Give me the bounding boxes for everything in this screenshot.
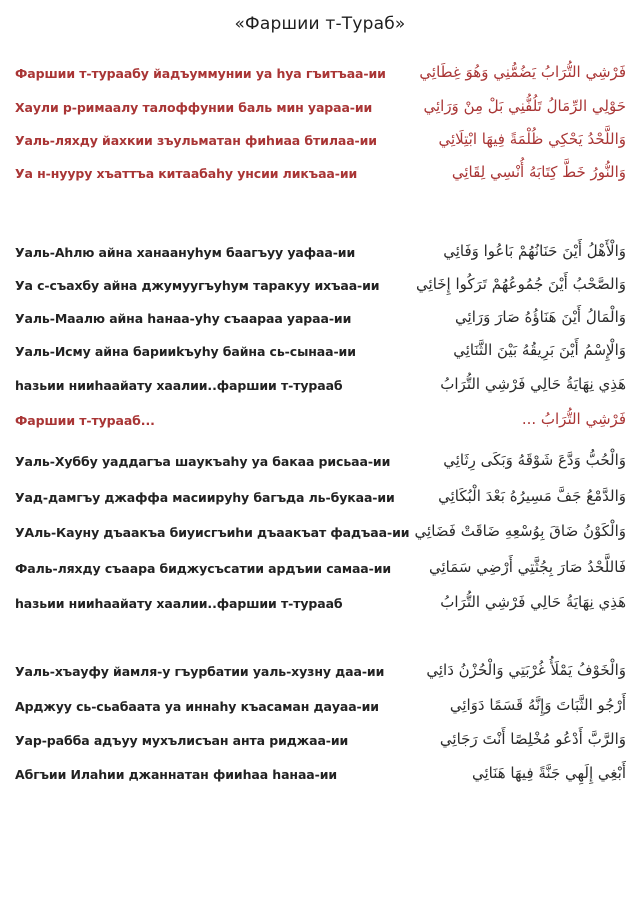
transliteration: Уад-дамгъу джаффа масииpуhу багъда ль-букаа-ии (15, 490, 395, 505)
verse-line (0, 559, 640, 585)
arabic-text: أَبْغِي إِلَهِي جَنَّةً فِيهَا هَنَائِي (471, 764, 626, 782)
arabic-text: وَالْمَالُ أَيْنَ هَنَاؤُهُ صَارَ وَرَائِي (455, 308, 626, 326)
transliteration: УАль-Кауну дъаакъа биуисгъиhи дъаакъат фадъаа-ии (15, 525, 410, 540)
transliteration: Уаль-Аhлю айна ханаануhум баагъуу уафаа-ии (15, 245, 356, 260)
verse-line (0, 342, 640, 368)
transliteration: Фаршии т-тураабу йадъуммунии уа hуа гъитъаа-ии (15, 66, 386, 81)
transliteration: Уаль-Маалю айна hанаа-уhу съаараа уараа-ии (15, 311, 352, 326)
arabic-text: وَالْإِسْمُ أَيْنَ بَرِيقُهُ بَيْنَ الثَّنَائِي (453, 341, 626, 359)
transliteration: Уаль-ляхду йахкии зъульматан фиhиаа бтилаа-ии (15, 133, 377, 148)
arabic-text: هَذِي نِهَايَةُ حَالِي فَرْشِي التُّرَابُ (440, 375, 626, 393)
transliteration: Уа н-нууру хъаттъа китаабаhу унсии ликъаа-ии (15, 166, 358, 181)
arabic-text: وَالْكَوْنُ ضَاقَ بِوُسْعِهِ ضَاقَتْ فَضَائِي (414, 522, 626, 540)
arabic-text: أَرْجُو الثَّبَاتَ وَإِنَّهُ قَسَمًا دَوَائِي (449, 696, 626, 714)
arabic-text: وَاللَّحْدُ يَحْكِي ظُلْمَةً فِيهَا ابْتِلَائِي (438, 130, 626, 148)
transliteration: Абгъии Илаhии джаннатан фииhаа hанаа-ии (15, 767, 338, 782)
arabic-text: فَرْشِي التُّرَابُ ... (521, 410, 626, 428)
arabic-text: وَالنُّورُ خَطَّ كِتَابَهُ أُنْسِي لِقَائِي (451, 163, 626, 181)
refrain-line (0, 594, 640, 620)
verse-line (0, 131, 640, 157)
page-title: «Фаршии т-Тураб» (234, 14, 406, 34)
verse-line (0, 276, 640, 302)
verse-line (0, 662, 640, 688)
arabic-text: وَالدَّمْعُ جَفَّ مَسِيرُهُ بَعْدَ الْبُكَائِي (438, 487, 626, 505)
verse-line (0, 309, 640, 335)
transliteration: Фаль-ляхду съаара биджусъсатии ардъии самаа-ии (15, 561, 392, 576)
arabic-text: حَوْلِي الرِّمَالُ تَلُفُّنِي بَلْ مِنْ وَرَائِي (423, 97, 626, 115)
transliteration: Фаршии т-турааб... (15, 413, 155, 428)
verse-line (0, 697, 640, 723)
transliteration: Уа с-съахбу айна джумуугъуhум таракуу ихъаа-ии (15, 278, 380, 293)
verse-line (0, 64, 640, 90)
transliteration: Уар-рабба адъуу мухълисъан анта риджаа-ии (15, 733, 349, 748)
verse-line (0, 452, 640, 478)
arabic-text: فَاللَّحْدُ صَارَ بِجُثَّتِي أَرْضِي سَمَائِي (428, 558, 626, 576)
arabic-text: فَرْشِي التُّرَابُ يَضُمُّنِي وَهُوَ غِطَائِي (419, 63, 626, 81)
transliteration: Уаль-Хуббу уаддагъа шаукъаhу уа бакаа рисьаа-ии (15, 454, 391, 469)
arabic-text: وَالْخَوْفُ يَمْلَأُ غُرْبَتِي وَالْحُزْنُ دَائِي (426, 661, 626, 679)
refrain-line (0, 376, 640, 402)
verse-line (0, 765, 640, 791)
transliteration: Уаль-Исму айна барииkъуhу байна сь-сынаа-ии (15, 344, 356, 359)
arabic-text: وَالصَّحْبُ أَيْنَ جُمُوعُهُمْ تَرَكُوا إِخَائِي (416, 275, 626, 293)
refrain-heading (0, 411, 640, 437)
verse-line (0, 731, 640, 757)
verse-line (0, 523, 640, 549)
transliteration: hазьии нииhаайату хаалии..фаршии т-турааб (15, 596, 343, 611)
arabic-text: وَالْأَهْلُ أَيْنَ حَنَانُهُمْ بَاعُوا وَفَائِي (443, 242, 626, 260)
verse-line (0, 243, 640, 269)
transliteration: Хаули р-римаалу талоффунии баль мин уараа-ии (15, 100, 373, 115)
arabic-text: وَالرَّبَّ أَدْعُو مُخْلِصًا أَنْتَ رَجَائِي (439, 730, 626, 748)
verse-line (0, 488, 640, 514)
transliteration: hазьии нииhаайату хаалии..фаршии т-турааб (15, 378, 343, 393)
verse-line (0, 98, 640, 124)
transliteration: Уаль-хъауфу йамля-у гъурбатии уаль-хузну даа-ии (15, 664, 385, 679)
transliteration: Арджуу сь-сьабаата уа иннаhу къасаман дауаа-ии (15, 699, 379, 714)
arabic-text: هَذِي نِهَايَةُ حَالِي فَرْشِي التُّرَابُ (440, 593, 626, 611)
arabic-text: وَالْحُبُّ وَدَّعَ شَوْقَهُ وَبَكَى رِثَائِي (443, 451, 626, 469)
verse-line (0, 164, 640, 190)
